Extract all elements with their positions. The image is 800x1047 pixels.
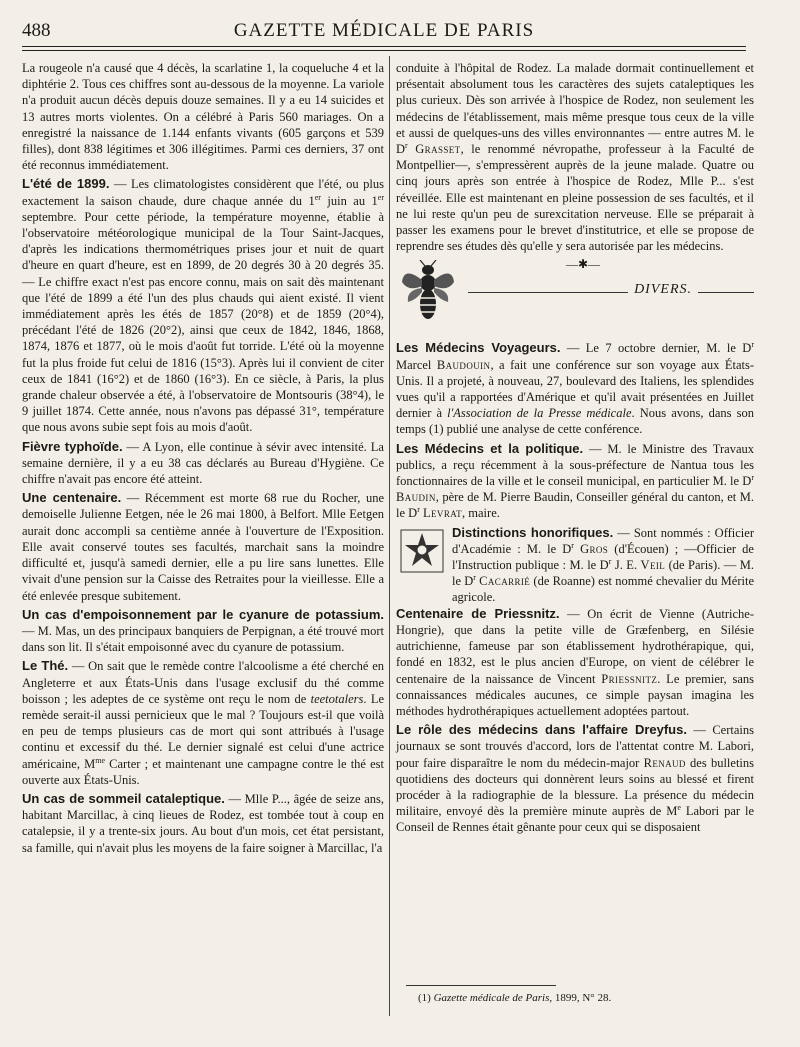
person-name: Renaud [643,755,686,770]
right-column [396,60,754,839]
article-title: Le rôle des médecins dans l'affaire Dreyfus. [396,722,687,738]
article-text: — M. le Ministre des Travaux publics, a reçu récemment à la sous-préfecture de Nantua tous les fonctionnaires de la ville et le conseil municipal, en particulier M. le D [396,441,754,489]
superscript: r [473,573,476,583]
article-text: Labori par le Conseil de Rennes était gênante pour ceux qui se disposaient [396,804,754,835]
article-dreyfus [396,722,754,835]
mortality-paragraph: La rougeole n'a causé que 4 décès, la scarlatine 1, la coqueluche 4 et la diphtérie 2. Tous ces chiffres sont au-dessous de la moyenne. La variole n'a produit aucun décès depuis douze semaines. Il y a eu 14 suicides et 13 autres morts violentes. On a célébré à Paris 560 mariages. On a enregistré la naissance de 1.144 enfants vivants (605 garçons et 539 filles), dont 838 légitimes et 306 illégitimes. Parmi ces derniers, 37 ont été reconnus immédiatement. [22,61,384,173]
article-text: juin au 1 [320,193,378,208]
distinctions-text [452,525,754,606]
article-fievre-typhoide [22,439,384,488]
article-title: Centenaire de Priessnitz. [396,605,560,621]
article-empoisonnement [22,607,384,656]
article-text: — M. Mas, un des principaux banquiers de Perpignan, a été trouvé mort dans son lit. Il s'était empoisonné avec du cyanure de potassium. [22,623,384,655]
article-text: des bulletins quotidiens des docteurs qui donnèrent leurs soins au blessé et firent procéder à la radiographie de la blessure. La présence du médecin militaire, envoyé dès la première minute auprès de M [396,755,755,819]
ornament-icon: —✱— [566,257,601,272]
superscript: r [571,540,574,550]
left-column [22,60,384,859]
footnote-source: Gazette médicale de Paris [433,992,550,1004]
article-text: — Mlle P..., âgée de seize ans, habitant Marcillac, à cinq lieues de Rodez, est tombée tout à coup en catalepsie, il y a trente-six jours. Au bout d'un mois, cet état persistant, sa famille, qui n'avait plus les moyens de la faire soigner à Marcillac, l'a [22,791,384,855]
article-text: conduite à l'hôpital de Rodez. La malade dormait continuellement et présentait absolument tous les caractères des sujets cataleptiques les plus curieux. Dès son arrivée à l'hospice de Rodez, non seulement les médecins de l'établissement, mais même presque tous ceux de la ville et aussi de quelques-uns des villes environnantes — entre autres M. le D [396,61,754,157]
page-number: 488 [22,20,51,41]
article-text: , le renommé névropathe, professeur à la Faculté de Montpellier—, s'empressèrent auprès de la jeune malade. Quatre ou cinq jours après son entrée à l'hospice de Rodez, Mlle P... s'est réveillée. Elle est maintenant en pleine possession de ses facultés, et il ne lui reste qu'un peu de surexcitation nerveuse. Elle se préparait à passer les examens pour le brevet d'institutrice, et elle se propose de reprendre ses études dès qu'elle y sera autorisée par les médecins. [396,142,755,254]
footnote-number: (1) [418,992,434,1004]
medal-emblem-icon [400,529,444,573]
superscript: r [751,472,754,482]
article-text: — A Lyon, elle continue à sévir avec intensité. La semaine dernière, il y a eu 38 cas déclarés au Bureau d'Hygiène. Ce chiffre n'avait pas encore été atteint. [22,439,384,487]
article-text: septembre. Pour cette période, la température moyenne, établie à l'observatoire météorologique municipal de la Tour Saint-Jacques, d'après les indications thermométriques prises jour et nuit de quart d'heure en quart d'heure, est en 1899, de 20 degrés 30 à 20 degrés 35. — Le chiffre exact n'est pas encore connu, mais on sait dès maintenant que l'été de 1899 a été l'un des plus chauds qui aient existé. Il vient immédiatement après les étés de 1857 (20°8) et de 1859 (20°4), précédant l'été de 1826 (20°2), ainsi que ceux de 1842, 1846, 1868, 1874, 1876 et 1877, où le mois d'août fut torride. L'été où la moyenne fut la plus froide fut celui de 1816 (15°3). Après lui il convient de citer ceux de 1841 (16°2) et de 1860 (16°3). En ce siècle, à Paris, la plus grande chaleur observée a été, à l'observatoire de Montsouris (38°4), le 9 juillet 1874. Cette année, nous n'avons pas dépassé 31°, température que nous avons subie sept fois au mois d'août. [22,209,384,435]
article-priessnitz [396,606,754,719]
header-rule [22,46,746,47]
person-name: Gros [580,541,609,556]
article-text: — Les climatologistes considèrent que l'été, ou plus exactement la saison chaude, dure chaque année du 1 [22,177,384,208]
article-title: Distinctions honorifiques. [452,524,614,540]
italic-term: teetotalers [310,691,364,706]
article-text: (d'Écouen) ; —Officier de l'Instruction publique : M. le D [452,541,754,573]
superscript: me [95,755,106,765]
article-title: Un cas de sommeil cataleptique. [22,790,225,806]
article-text: , a fait une conférence sur son voyage aux États-Unis. Il a projeté, à nouveau, 27, boulevard des Italiens, les splendides vues qu'il a rapportées d'Amérique et qu'il avait présentées en Juillet dernier à [396,357,754,421]
divers-rule [468,292,754,293]
page-header [22,20,746,44]
footnote-rule [406,985,556,986]
person-name: Cacarrié [479,574,531,589]
superscript: er [377,192,384,202]
article-ete-1899 [22,176,384,435]
article-medecins-voyageurs [396,340,754,437]
article-text: — On écrit de Vienne (Autriche-Hongrie), que dans la petite ville de Græfenberg, en Silésie autrichienne, fameuse par son établissement hydrothérapique, qui, fondé en 1832, est le plus ancien d'Europe, on vient de célébrer le centenaire de la naissance de Vincent [396,606,754,686]
superscript: r [751,340,754,350]
divers-section-header [396,257,754,328]
superscript: er [314,192,321,202]
article-text: , père de M. Pierre Baudin, Conseiller général du canton, et M. le D [396,490,754,521]
article-title: L'été de 1899. [22,176,110,192]
section-title-divers: DIVERS. [628,282,698,298]
article-medecins-politique [396,441,754,522]
article-text: . Le premier, sans connaissances médicales aucunes, ce simple paysan imagina les méthodes hydrothérapiques actuellement adoptées partout. [396,671,754,718]
column-divider [389,56,390,1016]
article-title: Un cas d'empoisonnement par le cyanure de potassium. [22,606,384,622]
person-name: Veil [640,558,666,573]
article-title: Le Thé. [22,658,69,674]
article-title: Les Médecins et la politique. [396,440,584,456]
article-centenaire [22,490,384,603]
article-text: . Nous avons, dans son temps (1) publié une analyse de cette conférence. [396,406,754,437]
article-text: Carter ; et maintenant une campagne contre le thé est ouverte aux États-Unis. [22,756,385,787]
italic-term: l'Association de la Presse médicale [447,406,632,421]
superscript: r [608,556,612,566]
article-text: — Certains journaux se sont trouvés d'accord, lors de l'attentat contre M. Labori, pour faire disparaître le nom du médecin-major [396,723,754,770]
person-name: Grasset [415,142,461,157]
article-sommeil [22,791,384,856]
article-text: — Récemment est morte 68 rue du Rocher, une demoiselle Julienne Eetgen, née le 26 mai 1800, à Belfort. Mlle Eetgen aurait donc accompli sa centième année à l'ouverture de l'Exposition. Elle avait conservé toutes ses facultés, marchait sans la moindre difficulté et, jusqu'à samedi dernier, elle a pu lire sans lunettes. Elle vivait d'une pension sur la Caisse des Retraites pour la vieillesse. Elle a été enlevée presque subitement. [22,491,384,603]
article-title: Une centenaire. [22,490,122,506]
person-name: Levrat [422,506,463,521]
article-sommeil-continued [396,60,754,254]
article-text: . Le remède serait-il aussi pernicieux que le mal ? Toujours est-il que voilà en peu de temps plusieurs cas de mort qui sont attribués à l'usage continu et excessif du thé. Le dernier signalé est celui d'une actrice américaine, M [22,691,385,771]
article-distinctions [396,525,754,606]
superscript: e [677,802,681,812]
person-name: Baudouin [436,357,491,372]
article-text: , maire. [462,506,500,521]
journal-title: GAZETTE MÉDICALE DE PARIS [233,20,535,41]
superscript: r [417,505,420,515]
article-text: J. E. [611,558,641,573]
article-text: — On sait que le remède contre l'alcoolisme a été cherché en Angleterre et aux États-Unis dans l'usage exclusif du thé comme boisson ; les adeptes de ce système ont reçu le nom de [22,659,384,706]
article-title: Fièvre typhoïde. [22,438,123,454]
article-text: — Le 7 octobre dernier, M. le D [560,341,752,356]
bee-emblem-icon [400,260,456,322]
footnote-text: , 1899, N° 28. [549,992,612,1004]
article-text: (de Roanne) est nommé chevalier du Mérite agricole. [452,574,754,605]
article-text: (de Paris). — M. le D [452,558,754,589]
person-name: Baudin [396,490,436,505]
header-rule-thin [22,50,746,51]
article-the [22,658,384,788]
article-title: Les Médecins Voyageurs. [396,340,561,356]
footnote [418,992,611,1004]
article-text: Marcel [396,357,437,372]
article-text: — Sont nommés : Officier d'Académie : M. le D [452,525,754,556]
superscript: r [405,140,408,150]
person-name: Priessnitz [601,671,658,686]
